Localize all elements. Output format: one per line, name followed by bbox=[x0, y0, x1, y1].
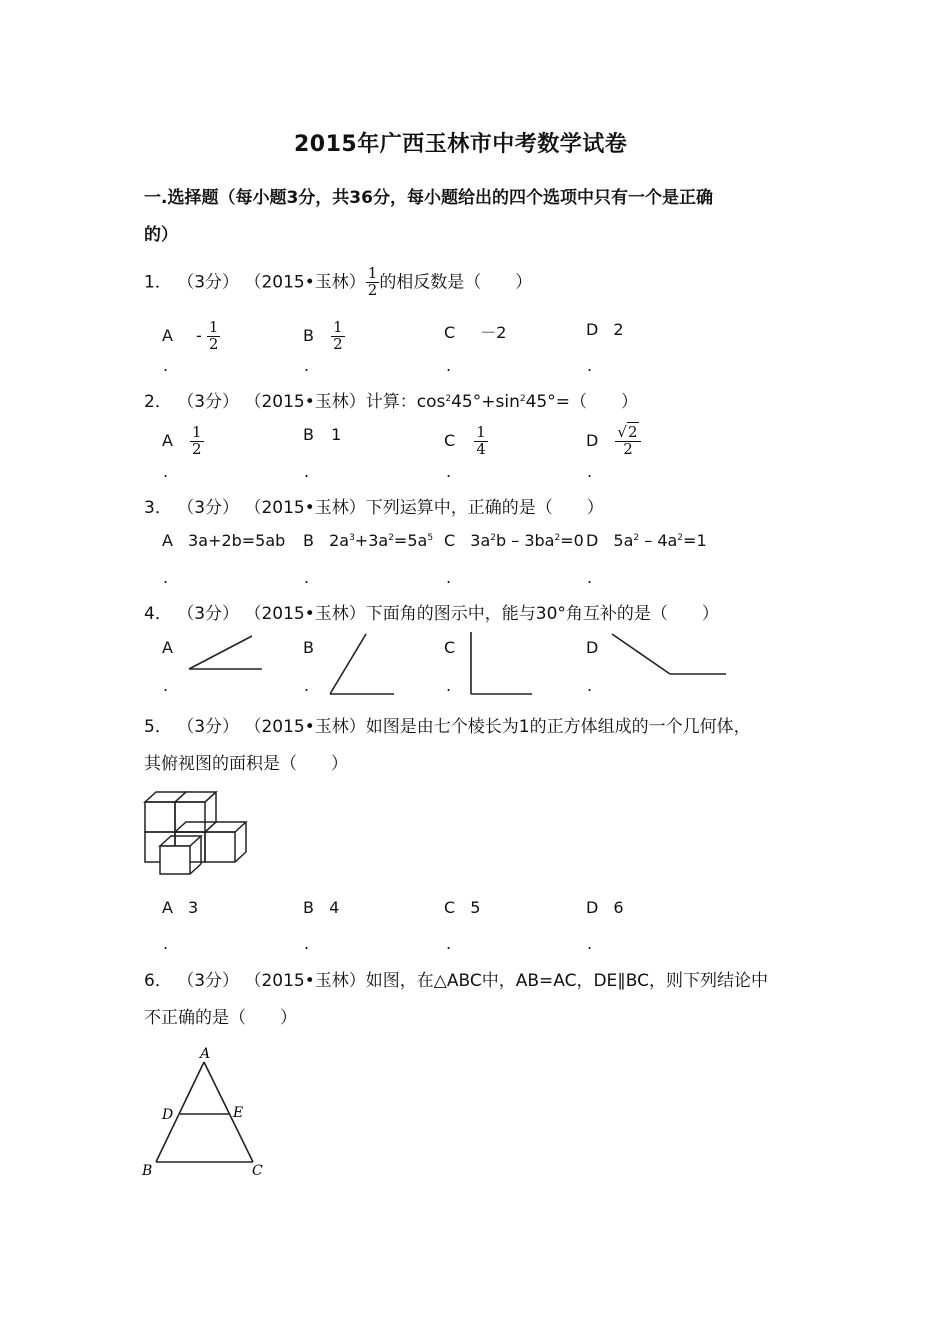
q5-option-b[interactable] bbox=[303, 898, 339, 917]
question-text: 下面角的图示中，能与30°角互补的是（ ） bbox=[365, 604, 719, 624]
option-value: －2 bbox=[480, 323, 507, 342]
q4-option-a-letter[interactable]: A bbox=[162, 638, 173, 657]
q2-option-b[interactable] bbox=[303, 425, 341, 444]
question-5-line2: 其俯视图的面积是（ ） bbox=[144, 754, 348, 774]
question-text: 下列运算中，正确的是（ ） bbox=[365, 498, 604, 518]
question-number: 3． bbox=[144, 498, 172, 518]
question-2: 2． （3分） （2015•玉林）计算：$\cos^245^\circ+\sin^245^\circ=$（ ） bbox=[144, 392, 638, 412]
q3-option-c[interactable] bbox=[444, 531, 584, 550]
q1-option-c[interactable] bbox=[444, 320, 506, 343]
angle-c-figure bbox=[466, 630, 536, 698]
question-score: （3分） bbox=[177, 392, 240, 412]
option-letter: B bbox=[303, 425, 314, 444]
q3-option-d[interactable] bbox=[586, 531, 707, 550]
option-letter: A bbox=[162, 531, 173, 550]
question-3 bbox=[144, 493, 604, 518]
option-letter: C bbox=[444, 323, 456, 342]
q1-option-a[interactable] bbox=[162, 320, 220, 353]
question-source: （2015•玉林） bbox=[244, 971, 366, 991]
question-6 bbox=[144, 966, 768, 991]
question-score: （3分） bbox=[177, 498, 240, 518]
question-score: （3分） bbox=[177, 971, 240, 991]
option-letter: B bbox=[303, 531, 314, 550]
question-score: （3分） bbox=[177, 717, 240, 737]
option-letter: D bbox=[586, 320, 599, 339]
q4-option-d-letter[interactable]: D bbox=[586, 638, 599, 657]
question-source: （2015•玉林） bbox=[244, 498, 366, 518]
angle-a-figure bbox=[186, 632, 266, 674]
question-number: 1． bbox=[144, 272, 172, 293]
option-letter: A bbox=[162, 325, 173, 345]
option-dot: . bbox=[446, 356, 452, 375]
label-e: E bbox=[233, 1105, 244, 1121]
option-dot: . bbox=[163, 462, 169, 481]
section-heading-line1: 一.选择题（每小题3分，共36分，每小题给出的四个选项中只有一个是正确 bbox=[144, 188, 713, 208]
option-dot: . bbox=[587, 934, 593, 953]
option-dot: . bbox=[587, 568, 593, 587]
q2-option-c[interactable] bbox=[444, 425, 488, 458]
label-b: B bbox=[142, 1163, 153, 1179]
option-value: $3a^2b - 3ba^2=0$ bbox=[470, 531, 584, 550]
option-letter: A bbox=[162, 430, 173, 450]
q5-option-c[interactable] bbox=[444, 898, 480, 917]
question-number: 2． bbox=[144, 392, 172, 412]
option-letter: B bbox=[303, 898, 314, 917]
option-dot: . bbox=[163, 356, 169, 375]
option-dot: . bbox=[304, 568, 310, 587]
option-letter: B bbox=[303, 325, 314, 345]
q2-option-d[interactable] bbox=[586, 425, 641, 458]
option-value: 5 bbox=[470, 898, 481, 917]
question-text: 如图是由七个棱长为1的正方体组成的一个几何体， bbox=[365, 717, 751, 737]
q3-option-b[interactable] bbox=[303, 531, 433, 550]
option-letter: C bbox=[444, 898, 456, 917]
question-6-line2: 不正确的是（ ） bbox=[144, 1008, 297, 1028]
label-d: D bbox=[162, 1107, 174, 1123]
q2-option-a[interactable] bbox=[162, 425, 204, 458]
section-heading-line2: 的） bbox=[144, 225, 178, 245]
cube-figure bbox=[142, 790, 250, 876]
question-text: 的相反数是（ ） bbox=[379, 272, 533, 293]
angle-d-figure bbox=[608, 630, 730, 680]
question-1 bbox=[144, 266, 532, 299]
triangle-figure bbox=[140, 1042, 270, 1182]
option-dot: . bbox=[163, 676, 169, 695]
question-source: （2015•玉林） bbox=[244, 717, 366, 737]
option-dot: . bbox=[446, 568, 452, 587]
question-number: 6． bbox=[144, 971, 172, 991]
option-letter: D bbox=[586, 531, 599, 550]
q5-option-d[interactable] bbox=[586, 898, 624, 917]
option-dot: . bbox=[304, 462, 310, 481]
option-dot: . bbox=[587, 462, 593, 481]
fraction: $\frac{1}{4}$ bbox=[476, 423, 486, 458]
option-dot: . bbox=[587, 676, 593, 695]
option-dot: . bbox=[446, 676, 452, 695]
q4-option-b-letter[interactable]: B bbox=[303, 638, 314, 657]
option-dot: . bbox=[446, 462, 452, 481]
angle-b-figure bbox=[326, 630, 398, 698]
question-4 bbox=[144, 599, 719, 624]
question-number: 4． bbox=[144, 604, 172, 624]
q1-option-d[interactable] bbox=[586, 320, 624, 339]
option-letter: D bbox=[586, 898, 599, 917]
question-score: （3分） bbox=[177, 272, 240, 293]
sqrt: √2 bbox=[615, 425, 640, 442]
option-dot: . bbox=[304, 676, 310, 695]
question-source: （2015•玉林） bbox=[244, 272, 366, 293]
question-score: （3分） bbox=[177, 604, 240, 624]
option-value: 1 bbox=[331, 425, 342, 444]
fraction: $\frac{1}{2}$ bbox=[208, 318, 219, 353]
fraction: $\frac{1}{2}$ bbox=[192, 423, 202, 458]
q5-option-a[interactable] bbox=[162, 898, 198, 917]
label-a: A bbox=[200, 1046, 211, 1062]
option-letter: A bbox=[162, 898, 173, 917]
option-value: 3 bbox=[188, 898, 199, 917]
option-value: 3a+2b=5ab bbox=[188, 531, 286, 550]
question-text: 如图，在△ABC中，AB=AC，DE∥BC，则下列结论中 bbox=[365, 971, 769, 991]
option-dot: . bbox=[446, 934, 452, 953]
fraction: $\frac{1}{2}$ bbox=[367, 264, 378, 299]
page-title: 2015年广西玉林市中考数学试卷 bbox=[294, 132, 628, 157]
option-letter: C bbox=[444, 531, 456, 550]
option-dot: . bbox=[304, 356, 310, 375]
q4-option-c-letter[interactable]: C bbox=[444, 638, 456, 657]
q3-option-a[interactable] bbox=[162, 531, 285, 550]
question-source: （2015•玉林） bbox=[244, 604, 366, 624]
option-dot: . bbox=[587, 356, 593, 375]
option-value: $5a^2 - 4a^2=1$ bbox=[613, 531, 707, 550]
option-value: 6 bbox=[613, 898, 624, 917]
option-dot: . bbox=[163, 934, 169, 953]
fraction: $\frac{1}{2}$ bbox=[333, 318, 343, 353]
label-c: C bbox=[252, 1163, 263, 1179]
option-dot: . bbox=[163, 568, 169, 587]
option-value: $2a^3+3a^2=5a^5$ bbox=[329, 531, 434, 550]
option-value: 2 bbox=[613, 320, 624, 339]
question-number: 5． bbox=[144, 717, 172, 737]
question-source: （2015•玉林） bbox=[244, 392, 366, 412]
q1-option-b[interactable] bbox=[303, 320, 345, 353]
fraction: $\frac{√2}{2}$ bbox=[615, 425, 640, 458]
question-5 bbox=[144, 712, 751, 737]
minus-sign: - bbox=[196, 325, 207, 345]
option-dot: . bbox=[304, 934, 310, 953]
option-letter: C bbox=[444, 430, 456, 450]
option-letter: D bbox=[586, 430, 599, 450]
option-value: 4 bbox=[329, 898, 340, 917]
